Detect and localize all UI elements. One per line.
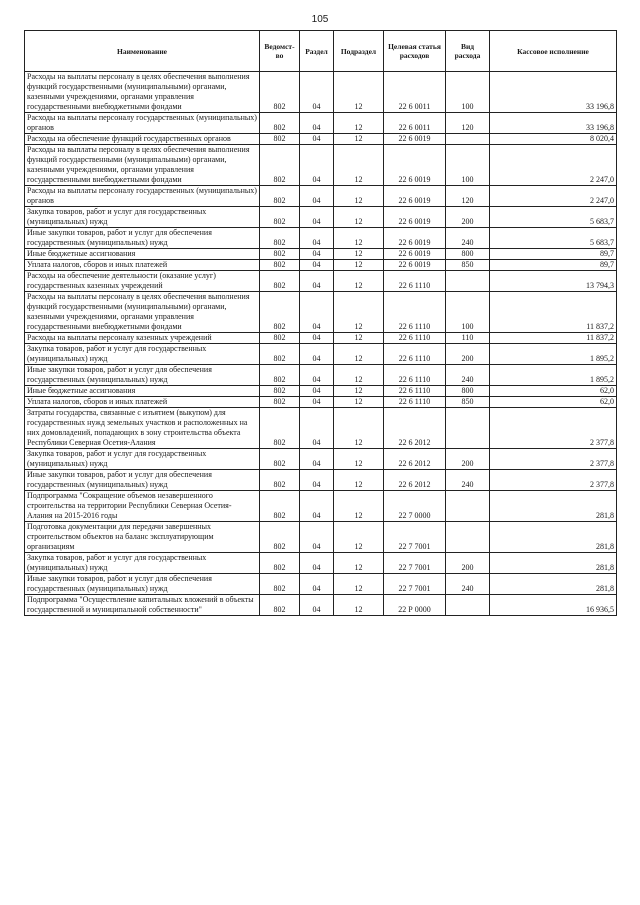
row-ministry: 802 (260, 491, 300, 522)
row-ministry: 802 (260, 271, 300, 292)
row-name: Расходы на обеспечение деятельности (оказание услуг) государственных казенных учреждений (25, 271, 260, 292)
row-ministry: 802 (260, 249, 300, 260)
row-name: Иные закупки товаров, работ и услуг для обеспечения государственных (муниципальных) нужд (25, 228, 260, 249)
row-name: Расходы на выплаты персоналу в целях обеспечения выполнения функций государственными (муниципальными) органами, казенными учреждениями, органами управления государственными внебюджетными фондами (25, 145, 260, 186)
table-row (25, 134, 617, 145)
row-execution: 281,8 (490, 574, 617, 595)
row-target: 22 6 0019 (384, 207, 446, 228)
row-expense-type: 800 (446, 386, 490, 397)
row-section: 04 (300, 186, 334, 207)
row-subsection: 12 (334, 292, 384, 333)
table-row (25, 365, 617, 386)
row-target: 22 6 2012 (384, 408, 446, 449)
row-name: Уплата налогов, сборов и иных платежей (25, 260, 260, 271)
row-target: 22 6 0019 (384, 228, 446, 249)
row-ministry: 802 (260, 333, 300, 344)
row-execution: 1 895,2 (490, 365, 617, 386)
table-row (25, 207, 617, 228)
row-name: Иные бюджетные ассигнования (25, 386, 260, 397)
table-header-row (25, 31, 617, 72)
row-execution: 33 196,8 (490, 72, 617, 113)
row-expense-type: 100 (446, 145, 490, 186)
row-expense-type: 240 (446, 574, 490, 595)
table-row (25, 522, 617, 553)
row-subsection: 12 (334, 271, 384, 292)
row-ministry: 802 (260, 470, 300, 491)
row-execution: 89,7 (490, 260, 617, 271)
row-subsection: 12 (334, 333, 384, 344)
row-subsection: 12 (334, 365, 384, 386)
row-name: Расходы на выплаты персоналу в целях обеспечения выполнения функций государственными (муниципальными) органами, казенными учреждениями, органами управления государственными внебюджетными фондами (25, 72, 260, 113)
row-ministry: 802 (260, 72, 300, 113)
table-row (25, 72, 617, 113)
row-name: Уплата налогов, сборов и иных платежей (25, 397, 260, 408)
row-target: 22 6 0019 (384, 134, 446, 145)
table-row (25, 249, 617, 260)
row-section: 04 (300, 397, 334, 408)
row-expense-type: 200 (446, 207, 490, 228)
row-ministry: 802 (260, 595, 300, 616)
row-expense-type (446, 271, 490, 292)
row-name: Иные закупки товаров, работ и услуг для обеспечения государственных (муниципальных) нужд (25, 574, 260, 595)
row-execution: 16 936,5 (490, 595, 617, 616)
row-name: Иные закупки товаров, работ и услуг для обеспечения государственных (муниципальных) нужд (25, 470, 260, 491)
row-subsection: 12 (334, 386, 384, 397)
row-expense-type (446, 134, 490, 145)
row-target: 22 6 1110 (384, 365, 446, 386)
row-expense-type: 120 (446, 113, 490, 134)
row-subsection: 12 (334, 408, 384, 449)
row-section: 04 (300, 260, 334, 271)
row-ministry: 802 (260, 260, 300, 271)
table-row (25, 145, 617, 186)
row-section: 04 (300, 333, 334, 344)
row-section: 04 (300, 595, 334, 616)
row-execution: 2 377,8 (490, 470, 617, 491)
row-section: 04 (300, 207, 334, 228)
row-subsection: 12 (334, 72, 384, 113)
row-ministry: 802 (260, 553, 300, 574)
row-target: 22 6 0019 (384, 145, 446, 186)
row-execution: 281,8 (490, 522, 617, 553)
row-execution: 2 377,8 (490, 449, 617, 470)
table-row (25, 595, 617, 616)
row-name: Закупка товаров, работ и услуг для государственных (муниципальных) нужд (25, 344, 260, 365)
row-name: Иные закупки товаров, работ и услуг для обеспечения государственных (муниципальных) нужд (25, 365, 260, 386)
row-section: 04 (300, 292, 334, 333)
row-target: 22 6 1110 (384, 386, 446, 397)
row-target: 22 7 7001 (384, 574, 446, 595)
row-ministry: 802 (260, 134, 300, 145)
row-section: 04 (300, 113, 334, 134)
row-subsection: 12 (334, 260, 384, 271)
row-name: Подпрограмма "Осуществление капитальных вложений в объекты государственной и муниципальной собственности" (25, 595, 260, 616)
row-subsection: 12 (334, 553, 384, 574)
row-section: 04 (300, 271, 334, 292)
header-name: Наименование (25, 31, 260, 72)
row-section: 04 (300, 522, 334, 553)
row-section: 04 (300, 365, 334, 386)
header-subsection: Подраздел (334, 31, 384, 72)
row-ministry: 802 (260, 186, 300, 207)
row-ministry: 802 (260, 292, 300, 333)
row-section: 04 (300, 386, 334, 397)
row-expense-type: 120 (446, 186, 490, 207)
row-subsection: 12 (334, 145, 384, 186)
row-ministry: 802 (260, 207, 300, 228)
row-expense-type (446, 408, 490, 449)
header-ministry: Ведомст-во (260, 31, 300, 72)
row-name: Расходы на обеспечение функций государственных органов (25, 134, 260, 145)
row-ministry: 802 (260, 408, 300, 449)
row-execution: 5 683,7 (490, 228, 617, 249)
row-subsection: 12 (334, 113, 384, 134)
row-target: 22 6 0019 (384, 249, 446, 260)
row-execution: 89,7 (490, 249, 617, 260)
row-execution: 62,0 (490, 397, 617, 408)
header-target: Целевая статья расходов (384, 31, 446, 72)
row-expense-type: 200 (446, 449, 490, 470)
row-section: 04 (300, 491, 334, 522)
row-ministry: 802 (260, 449, 300, 470)
row-section: 04 (300, 553, 334, 574)
row-subsection: 12 (334, 595, 384, 616)
row-name: Иные бюджетные ассигнования (25, 249, 260, 260)
row-expense-type: 100 (446, 72, 490, 113)
row-target: 22 7 7001 (384, 522, 446, 553)
row-section: 04 (300, 470, 334, 491)
table-row (25, 271, 617, 292)
table-row (25, 553, 617, 574)
header-section: Раздел (300, 31, 334, 72)
row-subsection: 12 (334, 449, 384, 470)
row-name: Расходы на выплаты персоналу государственных (муниципальных) органов (25, 113, 260, 134)
row-expense-type: 100 (446, 292, 490, 333)
row-target: 22 6 0011 (384, 113, 446, 134)
row-ministry: 802 (260, 344, 300, 365)
row-name: Расходы на выплаты персоналу казенных учреждений (25, 333, 260, 344)
row-execution: 8 020,4 (490, 134, 617, 145)
row-subsection: 12 (334, 134, 384, 145)
row-target: 22 6 0019 (384, 186, 446, 207)
row-target: 22 6 1110 (384, 271, 446, 292)
row-name: Подпрограмма "Сокращение объемов незавершенного строительства на территории Республики Северная Осетия-Алания на 2015-2016 годы (25, 491, 260, 522)
table-row (25, 574, 617, 595)
row-execution: 13 794,3 (490, 271, 617, 292)
row-ministry: 802 (260, 574, 300, 595)
table-row (25, 344, 617, 365)
table-row (25, 186, 617, 207)
header-expense-type: Вид расхода (446, 31, 490, 72)
row-execution: 2 247,0 (490, 186, 617, 207)
row-expense-type: 240 (446, 228, 490, 249)
row-section: 04 (300, 145, 334, 186)
row-expense-type (446, 595, 490, 616)
row-name: Закупка товаров, работ и услуг для государственных (муниципальных) нужд (25, 553, 260, 574)
row-target: 22 6 1110 (384, 344, 446, 365)
row-section: 04 (300, 72, 334, 113)
row-execution: 33 196,8 (490, 113, 617, 134)
row-section: 04 (300, 344, 334, 365)
table-row (25, 449, 617, 470)
row-name: Закупка товаров, работ и услуг для государственных (муниципальных) нужд (25, 207, 260, 228)
row-subsection: 12 (334, 470, 384, 491)
row-expense-type: 850 (446, 397, 490, 408)
row-target: 22 6 1110 (384, 292, 446, 333)
row-execution: 2 377,8 (490, 408, 617, 449)
row-subsection: 12 (334, 491, 384, 522)
row-name: Подготовка документации для передачи завершенных строительством объектов на баланс эксплуатирующим организациям (25, 522, 260, 553)
row-target: 22 Р 0000 (384, 595, 446, 616)
table-row (25, 491, 617, 522)
row-target: 22 6 1110 (384, 333, 446, 344)
row-ministry: 802 (260, 365, 300, 386)
row-execution: 5 683,7 (490, 207, 617, 228)
row-name: Затраты государства, связанные с изъятием (выкупом) для государственных нужд земельных участков и расположенных на них домовладений, попадающих в зону строительства объекта Республики Северная Осетия-Алания (25, 408, 260, 449)
header-execution: Кассовое исполнение (490, 31, 617, 72)
row-target: 22 6 0019 (384, 260, 446, 271)
row-section: 04 (300, 574, 334, 595)
table-row (25, 397, 617, 408)
row-execution: 1 895,2 (490, 344, 617, 365)
row-expense-type: 850 (446, 260, 490, 271)
row-expense-type: 200 (446, 344, 490, 365)
row-subsection: 12 (334, 249, 384, 260)
row-target: 22 6 2012 (384, 449, 446, 470)
row-execution: 281,8 (490, 553, 617, 574)
row-subsection: 12 (334, 207, 384, 228)
row-section: 04 (300, 408, 334, 449)
row-ministry: 802 (260, 145, 300, 186)
row-target: 22 7 0000 (384, 491, 446, 522)
row-target: 22 7 7001 (384, 553, 446, 574)
row-ministry: 802 (260, 397, 300, 408)
row-execution: 62,0 (490, 386, 617, 397)
row-execution: 281,8 (490, 491, 617, 522)
row-expense-type: 240 (446, 470, 490, 491)
row-section: 04 (300, 228, 334, 249)
row-subsection: 12 (334, 397, 384, 408)
budget-execution-table (24, 30, 617, 616)
row-target: 22 6 2012 (384, 470, 446, 491)
page-number: 105 (311, 14, 329, 25)
row-ministry: 802 (260, 522, 300, 553)
table-row (25, 333, 617, 344)
row-target: 22 6 1110 (384, 397, 446, 408)
row-name: Расходы на выплаты персоналу государственных (муниципальных) органов (25, 186, 260, 207)
table-row (25, 228, 617, 249)
row-ministry: 802 (260, 113, 300, 134)
table-row (25, 386, 617, 397)
row-section: 04 (300, 249, 334, 260)
row-expense-type: 240 (446, 365, 490, 386)
row-execution: 11 837,2 (490, 333, 617, 344)
row-subsection: 12 (334, 186, 384, 207)
row-name: Закупка товаров, работ и услуг для государственных (муниципальных) нужд (25, 449, 260, 470)
row-subsection: 12 (334, 522, 384, 553)
row-expense-type: 110 (446, 333, 490, 344)
row-execution: 11 837,2 (490, 292, 617, 333)
row-name: Расходы на выплаты персоналу в целях обеспечения выполнения функций государственными (муниципальными) органами, казенными учреждениями, органами управления государственными внебюджетными фондами (25, 292, 260, 333)
row-execution: 2 247,0 (490, 145, 617, 186)
table-row (25, 470, 617, 491)
row-expense-type: 800 (446, 249, 490, 260)
row-expense-type (446, 491, 490, 522)
row-expense-type: 200 (446, 553, 490, 574)
table-row (25, 113, 617, 134)
table-row (25, 260, 617, 271)
row-ministry: 802 (260, 228, 300, 249)
row-subsection: 12 (334, 574, 384, 595)
row-ministry: 802 (260, 386, 300, 397)
row-section: 04 (300, 134, 334, 145)
row-expense-type (446, 522, 490, 553)
table-row (25, 292, 617, 333)
row-subsection: 12 (334, 228, 384, 249)
table-body (25, 72, 617, 616)
table-row (25, 408, 617, 449)
row-section: 04 (300, 449, 334, 470)
row-subsection: 12 (334, 344, 384, 365)
row-target: 22 6 0011 (384, 72, 446, 113)
